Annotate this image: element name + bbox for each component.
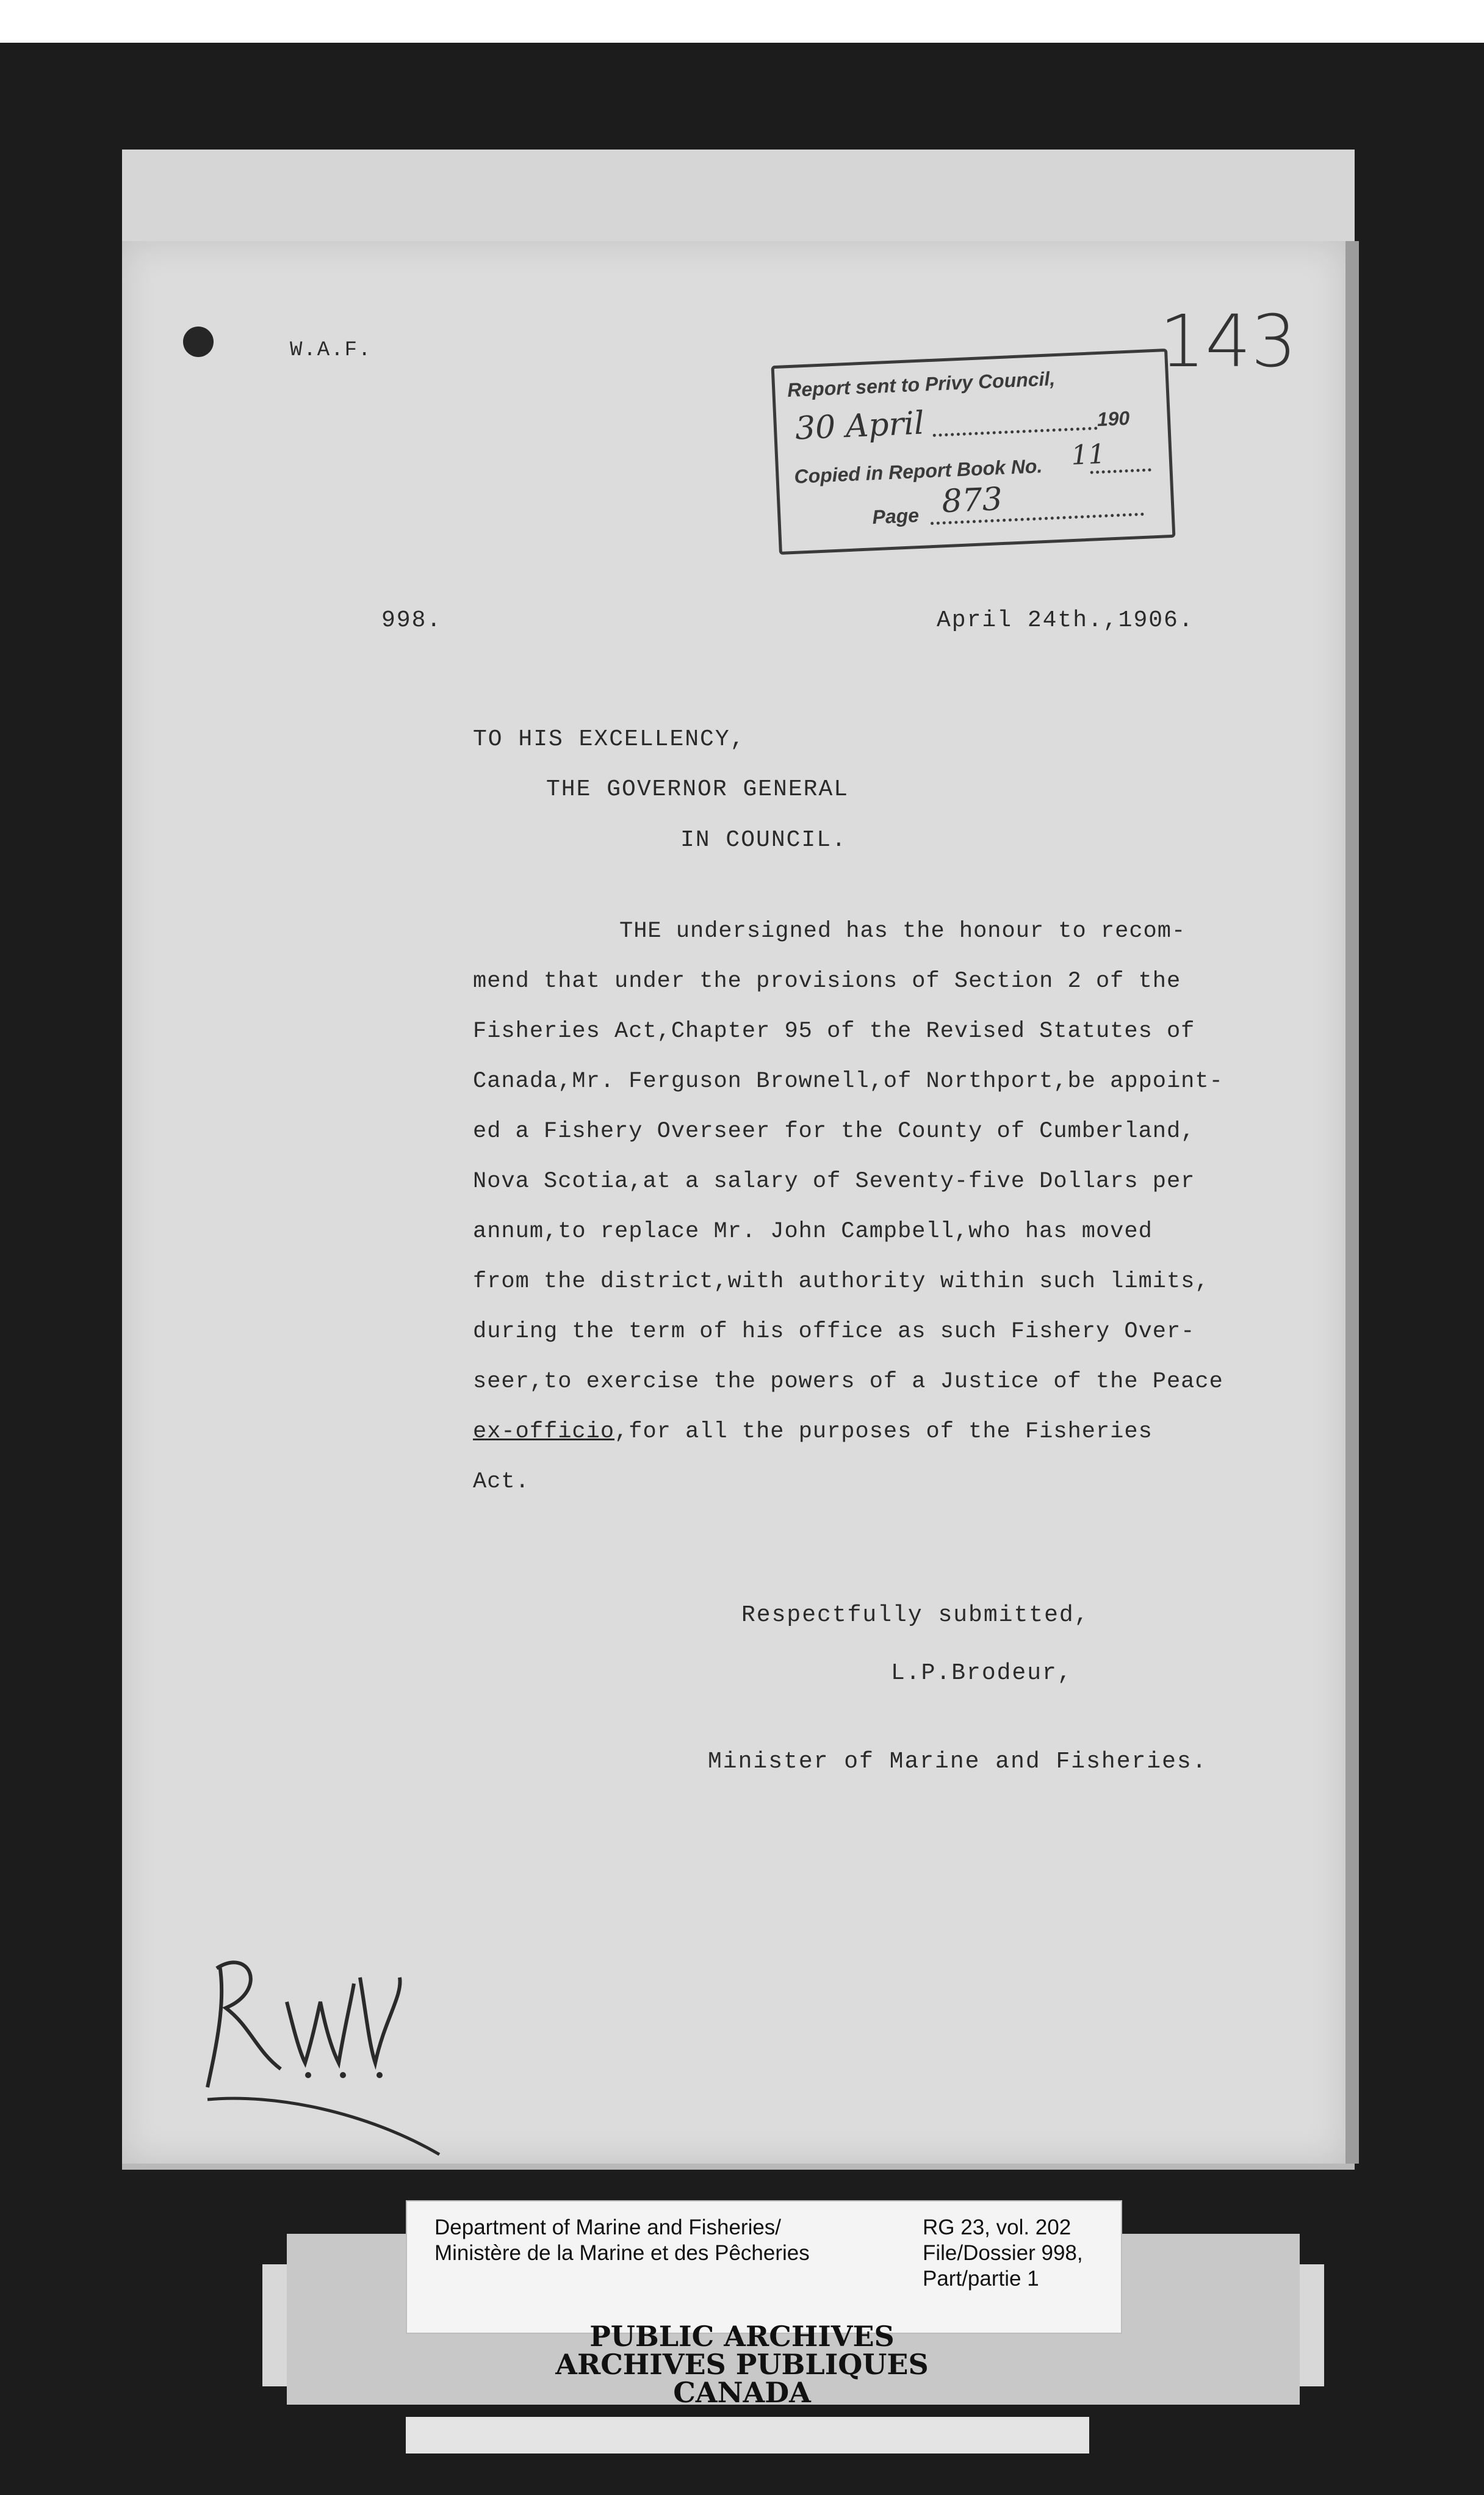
stamp-year: 190	[1097, 406, 1131, 431]
body-paragraph	[473, 906, 1266, 1507]
top-margin	[0, 0, 1484, 43]
body-line: Act.	[473, 1469, 530, 1495]
folded-top-flap	[122, 150, 1355, 247]
file-number: 998.	[381, 607, 442, 634]
stamp-handwritten-book-number: 11	[1070, 438, 1106, 471]
page-edge	[1345, 241, 1359, 2164]
archives-french: ARCHIVES PUBLIQUES	[555, 2348, 929, 2381]
body-line: from the district,with authority within such limits,	[473, 1269, 1209, 1294]
closing-salutation: Respectfully submitted,	[741, 1602, 1090, 1628]
body-line-rest: ,for all the purposes of the Fisheries	[614, 1419, 1153, 1445]
archive-reference-label	[406, 2200, 1122, 2334]
letter-date: April 24th.,1906.	[937, 607, 1194, 634]
punch-hole	[183, 327, 214, 357]
address-line-3: IN COUNCIL.	[680, 827, 847, 853]
archives-english: PUBLIC ARCHIVES	[589, 2320, 895, 2353]
folio-number: 143	[1159, 299, 1297, 383]
underlined-ex-officio: ex-officio	[473, 1419, 615, 1445]
stamp-handwritten-page: 873	[941, 481, 1004, 521]
label-rg-volume: RG 23, vol. 202	[923, 2215, 1072, 2239]
body-line: mend that under the provisions of Section 2 of the	[473, 969, 1181, 994]
body-line: ed a Fishery Overseer for the County of Cumberland,	[473, 1119, 1195, 1144]
stamp-page-label: Page	[871, 504, 920, 529]
stamp-handwritten-date: 30 April	[794, 405, 925, 447]
public-archives-stamp	[0, 2322, 1484, 2407]
minister-title: Minister of Marine and Fisheries.	[708, 1749, 1208, 1775]
archives-country: CANADA	[673, 2376, 811, 2409]
body-line: Fisheries Act,Chapter 95 of the Revised Statutes of	[473, 1019, 1195, 1044]
address-line-2: THE GOVERNOR GENERAL	[546, 776, 849, 803]
address-line-1: TO HIS EXCELLENCY,	[473, 726, 746, 753]
body-line: Canada,Mr. Ferguson Brownell,of Northport,be appoint-	[473, 1069, 1223, 1094]
label-department-en: Department of Marine and Fisheries/	[434, 2215, 782, 2239]
label-reference	[923, 2215, 1083, 2292]
body-line: seer,to exercise the powers of a Justice of the Peace	[473, 1369, 1223, 1395]
body-line: annum,to replace Mr. John Campbell,who has moved	[473, 1219, 1153, 1244]
label-department-fr: Ministère de la Marine et des Pêcheries	[434, 2241, 810, 2265]
label-part: Part/partie 1	[923, 2267, 1039, 2291]
minister-name: L.P.Brodeur,	[891, 1660, 1073, 1686]
stamp-dotted-line	[933, 427, 1098, 437]
label-department	[434, 2215, 810, 2266]
label-file-dossier: File/Dossier 998,	[923, 2241, 1083, 2265]
initials-reference: W.A.F.	[290, 339, 372, 362]
bottom-strip	[406, 2417, 1089, 2453]
body-line: THE undersigned has the honour to recom-	[619, 919, 1186, 944]
body-line	[473, 1407, 1266, 1457]
stamp-copied-in-report-book: Copied in Report Book No.	[793, 455, 1043, 488]
body-line: Nova Scotia,at a salary of Seventy-five Dollars per	[473, 1169, 1195, 1194]
privy-council-stamp	[771, 348, 1176, 555]
body-line: during the term of his office as such Fishery Over-	[473, 1319, 1195, 1345]
stamp-report-sent: Report sent to Privy Council,	[787, 367, 1056, 402]
handwritten-initials-signature	[183, 1910, 464, 2167]
